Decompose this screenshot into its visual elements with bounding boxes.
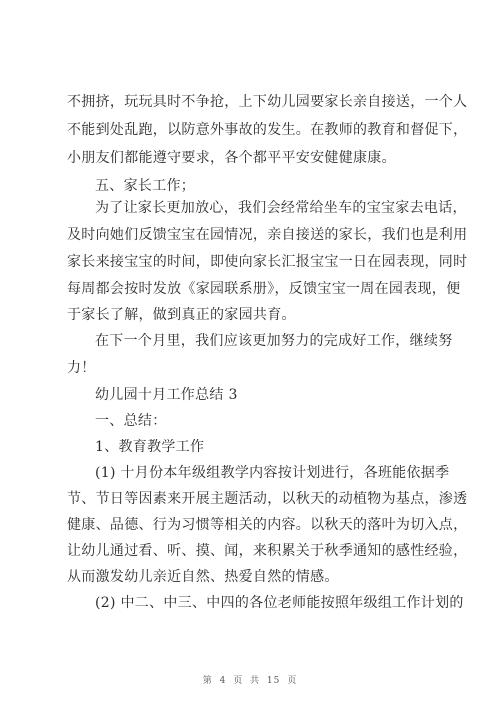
text-line-2: 不能到处乱跑，以防意外事故的发生。在教师的教育和督促下， <box>67 122 468 138</box>
text-line-18: 让幼儿通过看、听、摸、闻，来积累关于秋季通知的感性经验， <box>67 543 468 559</box>
text-line-1: 不拥挤，玩玩具时不争抢，上下幼儿园要家长亲自接送，一个人 <box>67 94 468 110</box>
text-line-15: (1) 十月份本年级组教学内容按计划进行，各班能依据季 <box>95 465 450 481</box>
text-line-6: 及时向她们反馈宝宝在园情况，亲自接送的家长，我们也是利用 <box>67 227 468 243</box>
text-line-16: 节、节日等因素来开展主题活动，以秋天的动植物为基点，渗透 <box>67 491 468 507</box>
text-line-3: 小朋友们都能遵守要求，各个都平平安安健健康康。 <box>67 150 396 166</box>
section-heading-parent-work: 五、家长工作； <box>95 178 196 194</box>
text-line-8: 每周都会按时发放《家园联系册》，反馈宝宝一周在园表现，便 <box>67 281 461 297</box>
text-line-19: 从而激发幼儿亲近自然、热爱自然的情感。 <box>67 569 339 585</box>
text-line-11: 力！ <box>67 360 96 376</box>
section-heading-summary: 一、总结： <box>95 413 167 429</box>
text-line-17: 健康、品德、行为习惯等相关的内容。以秋天的落叶为切入点， <box>67 517 468 533</box>
text-line-5: 为了让家长更加放心，我们会经常给坐车的宝宝家去电话， <box>95 200 467 216</box>
page-number-footer: 第 4 页 共 15 页 <box>202 676 298 686</box>
text-line-9: 于家长了解，做到真正的家园共育。 <box>67 307 296 323</box>
document-subtitle: 幼儿园十月工作总结 3 <box>95 387 238 403</box>
text-line-7: 家长来接宝宝的时间，即使向家长汇报宝宝一日在园表现，同时 <box>67 254 468 270</box>
text-line-20: (2) 中二、中三、中四的各位老师能按照年级组工作计划的 <box>95 595 464 611</box>
text-line-10: 在下一个月里，我们应该更加努力的完成好工作，继续努 <box>95 333 453 349</box>
subsection-heading-teaching: 1、教育教学工作 <box>95 439 205 455</box>
